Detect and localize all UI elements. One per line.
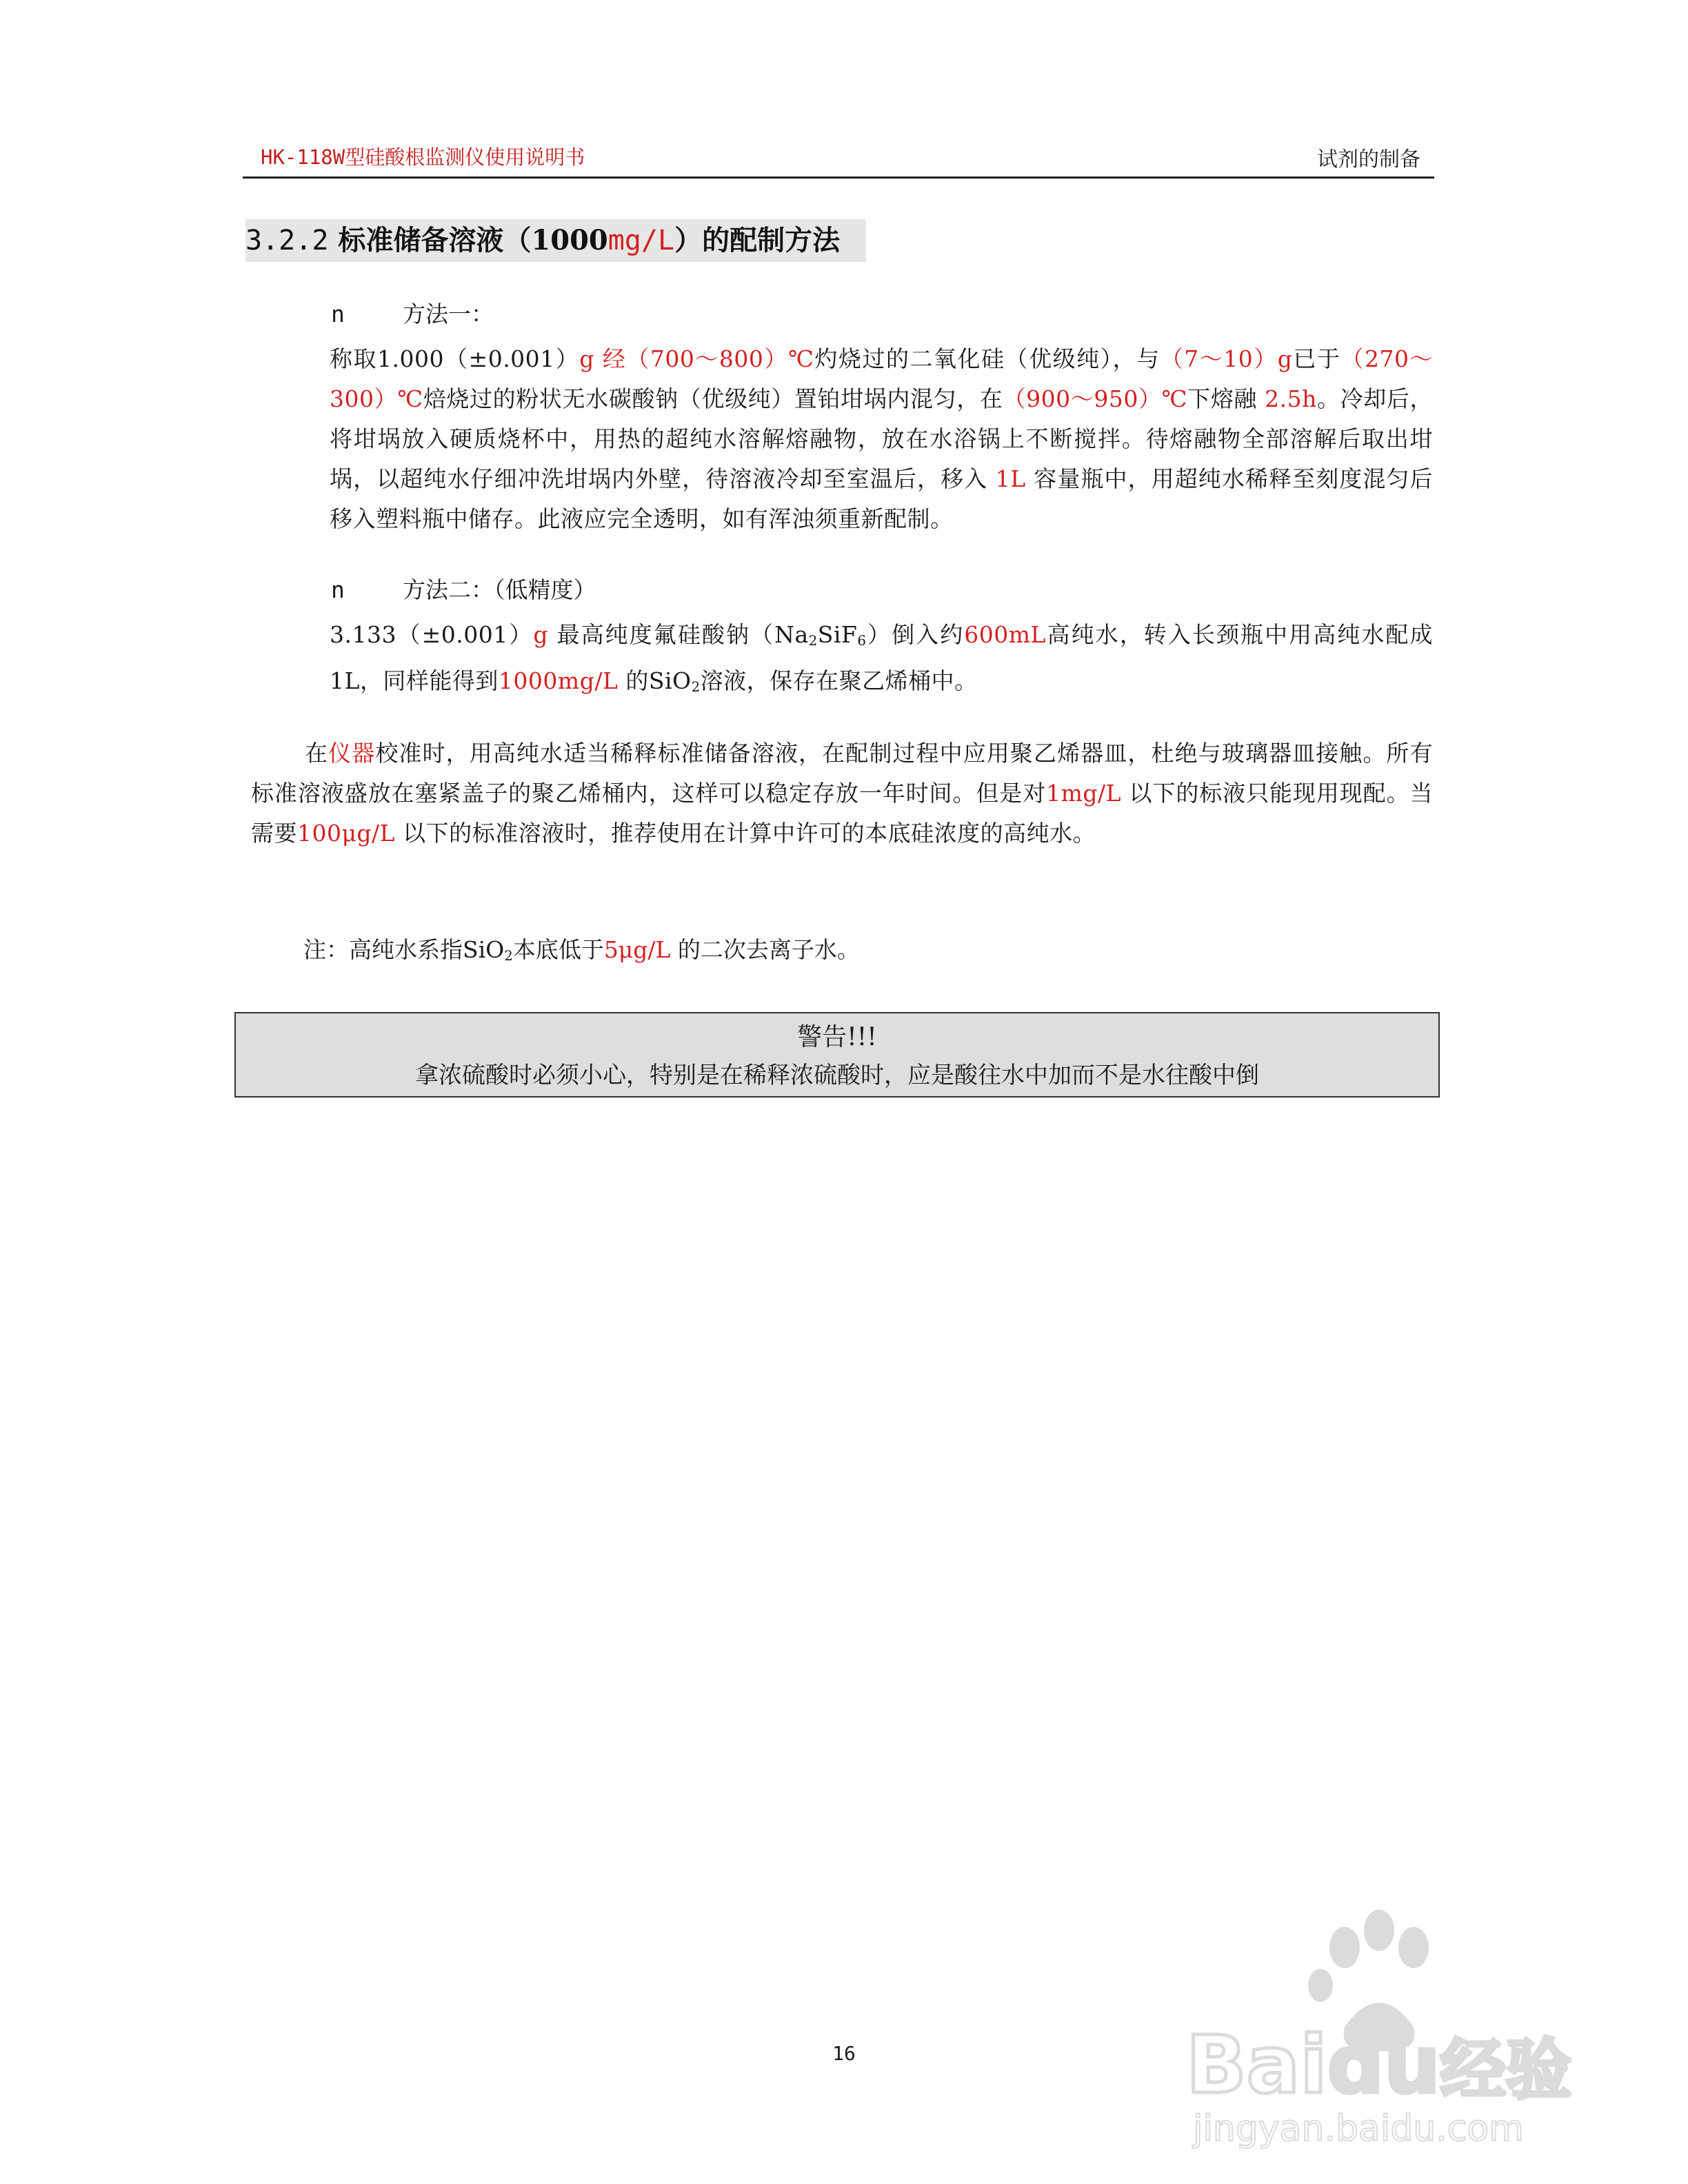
text-run: 校准时，用高纯水适当稀释标准储备溶液，在配制过程中应用聚乙烯器皿，杜绝与玻璃器皿接触。所有标准溶液盛放在塞紧盖子的聚乙烯桶内，这样可以稳定存放一年时间。但是对 (251, 740, 1434, 807)
highlight-run: 仪器 (328, 740, 376, 767)
bullet-marker: n (331, 301, 345, 327)
highlight-run: （7～10）g (1160, 345, 1293, 372)
text-run: 注：高纯水系指SiO (303, 936, 505, 963)
text-run: 以下的标准溶液时，推荐使用在计算中许可的本底硅浓度的高纯水。 (403, 820, 1096, 847)
highlight-run: 1mg/L (1046, 780, 1122, 807)
highlight-run: 2.5h (1265, 385, 1317, 412)
text-run: 在 (305, 740, 329, 767)
subscript: 2 (808, 632, 818, 649)
section-title-unit: mg/L (607, 225, 675, 256)
warning-title: 警告!!! (797, 1023, 877, 1051)
method2-paragraph (330, 615, 1433, 707)
watermark-brand: Baidu经验 (1186, 2019, 1571, 2112)
page-number: 16 (832, 2042, 856, 2065)
highlight-run: 1000mg/L (498, 667, 619, 694)
bullet-marker: n (331, 576, 345, 603)
text-run: 焙烧过的粉状无水碳酸钠（优级纯）置铂坩埚内混匀，在 (423, 385, 1003, 412)
warning-box (234, 1012, 1440, 1098)
text-run: 最高纯度氟硅酸钠（Na (556, 621, 809, 648)
method1-paragraph (330, 339, 1433, 539)
method1-heading (331, 296, 494, 329)
text-run: 的二次去离子水。 (677, 936, 860, 963)
text-run: 。冷却后，将坩埚放入硬质烧杯中，用热的超纯水溶解熔融物，放在水浴锅上不断搅拌。待熔融物全部溶解后取出坩埚，以超纯水仔细冲洗坩埚内外壁，待溶液冷却至室温后，移入 (330, 385, 1434, 492)
section-title-part2: ）的配制方法 (674, 224, 841, 256)
method2-heading (331, 572, 596, 605)
header-document-title: HK-118W型硅酸根监测仪使用说明书 (261, 145, 585, 169)
text-run: ）倒入约 (866, 621, 965, 648)
text-run: 已于 (1292, 345, 1341, 372)
method1-label: 方法一： (403, 301, 494, 327)
text-run: 称取1.000（±0.001） (330, 345, 580, 372)
text-run: 高纯水，转入长颈瓶中用高纯水配成1L，同样能得到 (330, 621, 1433, 694)
watermark-url: jingyan.baidu.com (1193, 2108, 1524, 2150)
text-run: SiF (817, 621, 858, 648)
text-run: 灼烧过的二氧化硅（优级纯），与 (814, 345, 1160, 372)
subscript: 2 (691, 678, 701, 695)
subscript: 6 (857, 632, 867, 649)
highlight-run: （900～950）℃ (1003, 385, 1188, 412)
section-heading (245, 219, 866, 262)
text-run: 3.133（±0.001） (330, 621, 534, 648)
highlight-run: 1L (995, 465, 1026, 492)
baidu-jingyan-watermark (1172, 1882, 1572, 2158)
text-run: 以下的标液只能现用现配。当需要 (251, 780, 1433, 847)
highlight-run: （270～300）℃ (330, 345, 1433, 412)
header-chapter-title: 试剂的制备 (1317, 148, 1420, 172)
header-divider (243, 176, 1434, 179)
calibration-paragraph (251, 734, 1433, 853)
subscript: 2 (504, 947, 513, 964)
text-run: 本底低于 (512, 936, 604, 963)
highlight-run: 100μg/L (297, 820, 396, 847)
note-line (303, 932, 860, 964)
highlight-run: g (533, 621, 548, 648)
text-run: 溶液，保存在聚乙烯桶中。 (700, 667, 978, 694)
section-title-part1: 标准储备溶液（1000 (338, 224, 608, 256)
warning-text: 拿浓硫酸时必须小心，特别是在稀释浓硫酸时，应是酸往水中加而不是水往酸中倒 (415, 1062, 1259, 1089)
highlight-run: 5μg/L (603, 936, 671, 963)
text-run: 的SiO (625, 667, 692, 694)
text-run: 下熔融 (1187, 385, 1258, 412)
method2-label: 方法二：（低精度） (403, 576, 596, 603)
highlight-run: g 经（700～800）℃ (579, 345, 815, 372)
text-run: 容量瓶中，用超纯水稀释至刻度混匀后移入塑料瓶中储存。此液应完全透明，如有浑浊须重新配制。 (330, 465, 1434, 532)
highlight-run: 600mL (964, 621, 1046, 648)
section-number: 3.2.2 (245, 225, 329, 256)
